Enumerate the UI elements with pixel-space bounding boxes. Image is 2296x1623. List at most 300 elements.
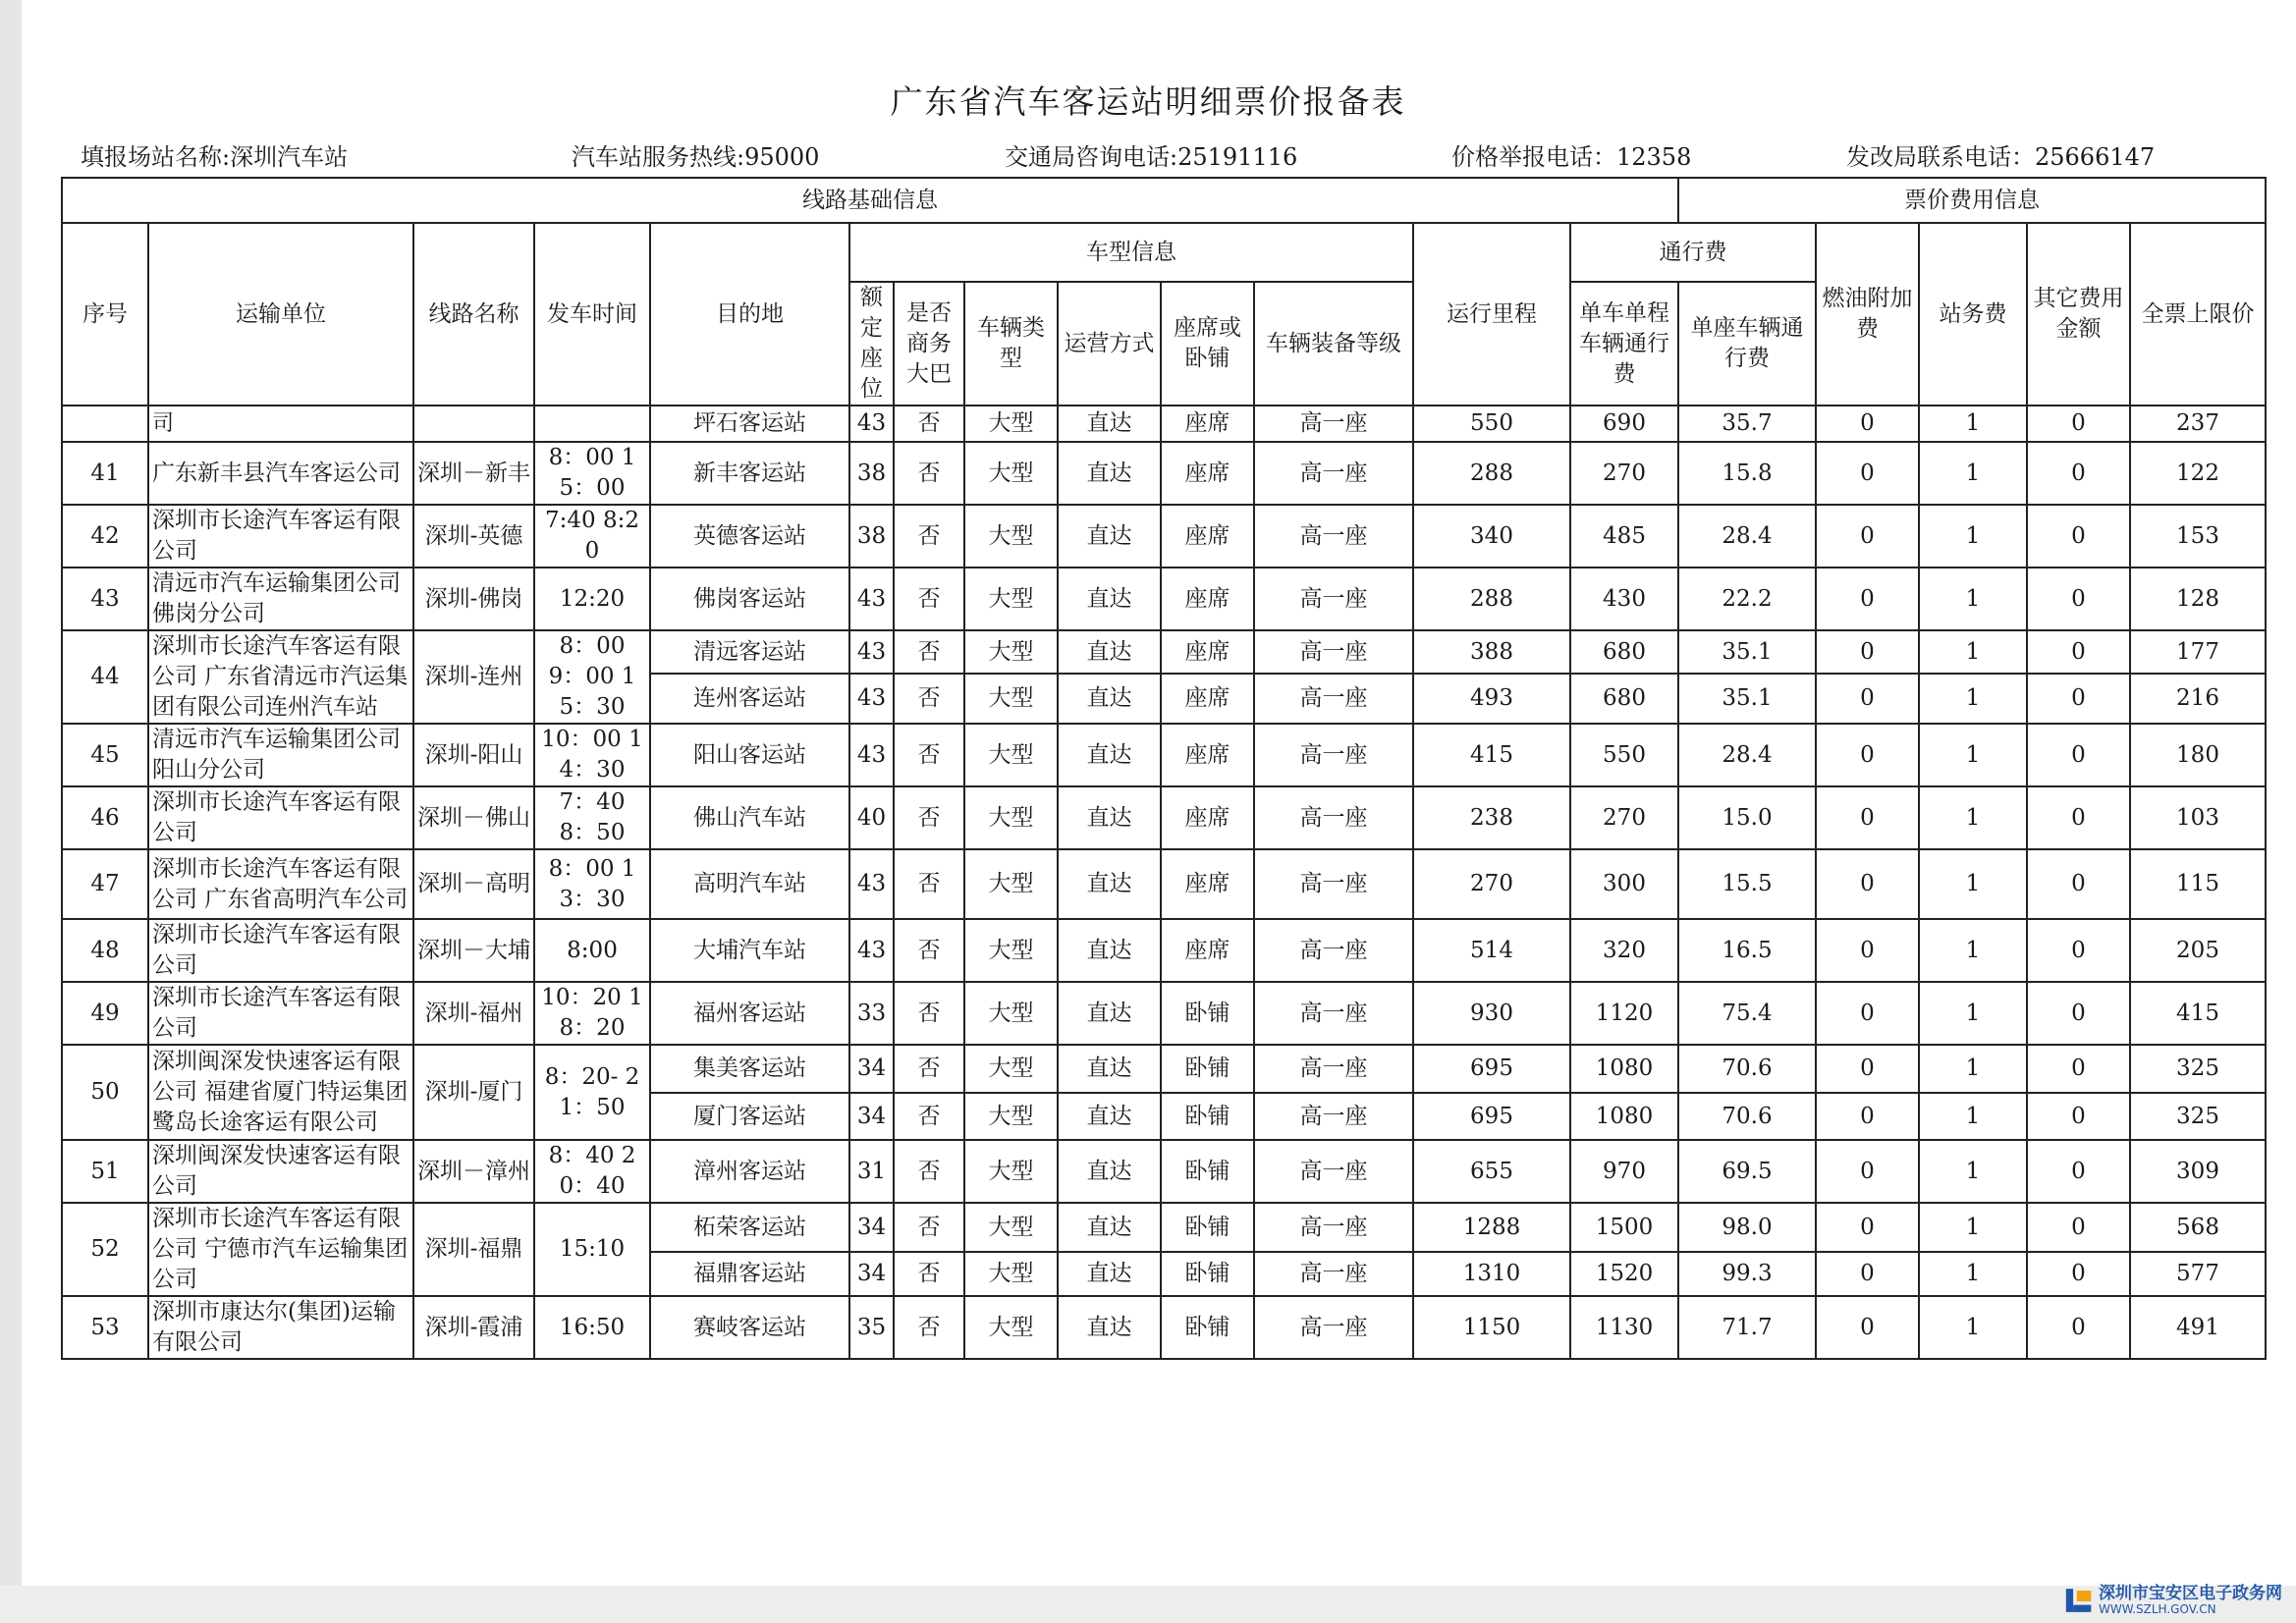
toll-vehicle-cell: 550 <box>1570 724 1678 786</box>
carrier-cell: 深圳闽深发快速客运有限公司 <box>148 1140 413 1203</box>
seq-cell: 41 <box>62 442 148 505</box>
max-price-cell: 237 <box>2130 406 2266 442</box>
route-cell: 深圳-佛岗 <box>413 568 534 630</box>
toll-seat-cell: 15.5 <box>1678 849 1816 919</box>
seat-kind-cell: 座席 <box>1161 505 1254 568</box>
destination-cell: 厦门客运站 <box>650 1093 849 1140</box>
max-price-cell: 122 <box>2130 442 2266 505</box>
table-row <box>62 442 2266 505</box>
vehicle-info-header: 车型信息 <box>849 223 1413 282</box>
seats-cell: 43 <box>849 568 894 630</box>
max-price-cell: 103 <box>2130 786 2266 849</box>
equipment-grade-cell: 高一座 <box>1254 630 1413 674</box>
max-price-cell: 577 <box>2130 1252 2266 1296</box>
fuel-surcharge-cell: 0 <box>1816 442 1919 505</box>
fuel-surcharge-cell: 0 <box>1816 724 1919 786</box>
other-fee-cell: 0 <box>2027 406 2130 442</box>
operation-mode-cell: 直达 <box>1058 1140 1161 1203</box>
carrier-cell: 深圳市长途汽车客运有限公司 宁德市汽车运输集团公司 <box>148 1203 413 1296</box>
business-bus-cell: 否 <box>894 919 964 982</box>
mileage-cell: 415 <box>1413 724 1570 786</box>
station-fee-cell: 1 <box>1919 786 2027 849</box>
destination-cell: 大埔汽车站 <box>650 919 849 982</box>
carrier-cell: 清远市汽车运输集团公司佛岗分公司 <box>148 568 413 630</box>
seq-cell: 47 <box>62 849 148 919</box>
station-fee-cell: 1 <box>1919 919 2027 982</box>
equipment-grade-cell: 高一座 <box>1254 1093 1413 1140</box>
seat-kind-cell: 卧铺 <box>1161 1140 1254 1203</box>
other-fee-cell: 0 <box>2027 568 2130 630</box>
toll-vehicle-cell: 485 <box>1570 505 1678 568</box>
depart-time-cell <box>534 406 650 442</box>
operation-mode-cell: 直达 <box>1058 1252 1161 1296</box>
mileage-cell: 388 <box>1413 630 1570 674</box>
fuel-surcharge-cell: 0 <box>1816 849 1919 919</box>
transport-phone: 交通局咨询电话:25191116 <box>1005 143 1298 171</box>
carrier-header: 运输单位 <box>148 223 413 406</box>
destination-cell: 清远客运站 <box>650 630 849 674</box>
seats-cell: 35 <box>849 1296 894 1359</box>
watermark <box>2064 1583 2282 1618</box>
operation-mode-cell: 直达 <box>1058 442 1161 505</box>
max-price-cell: 115 <box>2130 849 2266 919</box>
seats-cell: 31 <box>849 1140 894 1203</box>
seat-kind-cell: 座席 <box>1161 674 1254 724</box>
depart-time-cell: 12:20 <box>534 568 650 630</box>
toll-seat-cell: 71.7 <box>1678 1296 1816 1359</box>
mileage-cell: 1288 <box>1413 1203 1570 1252</box>
other-fee-cell: 0 <box>2027 1296 2130 1359</box>
seat-kind-cell: 卧铺 <box>1161 1045 1254 1093</box>
max-price-cell: 128 <box>2130 568 2266 630</box>
route-cell: 深圳-福鼎 <box>413 1203 534 1296</box>
operation-mode-cell: 直达 <box>1058 724 1161 786</box>
depart-time-cell: 15:10 <box>534 1203 650 1296</box>
table-row <box>62 724 2266 786</box>
depart-time-cell: 10：00 14：30 <box>534 724 650 786</box>
carrier-cell: 深圳市长途汽车客运有限公司 <box>148 505 413 568</box>
seat-kind-cell: 座席 <box>1161 849 1254 919</box>
mileage-cell: 655 <box>1413 1140 1570 1203</box>
vehicle-type-cell: 大型 <box>964 1093 1058 1140</box>
vehicle-type-cell: 大型 <box>964 568 1058 630</box>
depart-time-cell: 7:40 8:20 <box>534 505 650 568</box>
equipment-grade-cell: 高一座 <box>1254 982 1413 1045</box>
operation-mode-cell: 直达 <box>1058 568 1161 630</box>
fuel-surcharge-cell: 0 <box>1816 1296 1919 1359</box>
toll-seat-cell: 35.1 <box>1678 674 1816 724</box>
operation-mode-cell: 直达 <box>1058 982 1161 1045</box>
vehicle-type-cell: 大型 <box>964 674 1058 724</box>
destination-cell: 漳州客运站 <box>650 1140 849 1203</box>
seats-cell: 43 <box>849 406 894 442</box>
operation-mode-cell: 直达 <box>1058 1203 1161 1252</box>
seats-cell: 43 <box>849 724 894 786</box>
toll-vehicle-cell: 1080 <box>1570 1045 1678 1093</box>
fuel-surcharge-cell: 0 <box>1816 919 1919 982</box>
equipment-grade-cell: 高一座 <box>1254 1296 1413 1359</box>
route-cell: 深圳-霞浦 <box>413 1296 534 1359</box>
other-fee-header: 其它费用金额 <box>2027 223 2130 406</box>
scan-edge <box>0 0 22 1623</box>
toll-seat-cell: 28.4 <box>1678 724 1816 786</box>
toll-header: 通行费 <box>1570 223 1816 282</box>
toll-vehicle-cell: 320 <box>1570 919 1678 982</box>
other-fee-cell: 0 <box>2027 1093 2130 1140</box>
fare-table <box>61 177 2267 1360</box>
seats-cell: 38 <box>849 442 894 505</box>
business-bus-cell: 否 <box>894 630 964 674</box>
fuel-surcharge-cell: 0 <box>1816 1203 1919 1252</box>
operation-mode-cell: 直达 <box>1058 849 1161 919</box>
business-bus-cell: 否 <box>894 786 964 849</box>
equipment-grade-cell: 高一座 <box>1254 406 1413 442</box>
depart-time-cell: 8：00 13：30 <box>534 849 650 919</box>
seats-cell: 43 <box>849 849 894 919</box>
mileage-cell: 493 <box>1413 674 1570 724</box>
route-cell: 深圳-福州 <box>413 982 534 1045</box>
mileage-cell: 930 <box>1413 982 1570 1045</box>
table-row <box>62 982 2266 1045</box>
station-fee-cell: 1 <box>1919 1093 2027 1140</box>
depart-time-cell: 8：40 20：40 <box>534 1140 650 1203</box>
grade-header: 车辆装备等级 <box>1254 282 1413 406</box>
table-row <box>62 1296 2266 1359</box>
government-logo-icon <box>2064 1584 2095 1617</box>
toll-vehicle-cell: 1520 <box>1570 1252 1678 1296</box>
station-fee-cell: 1 <box>1919 1296 2027 1359</box>
station-fee-cell: 1 <box>1919 1140 2027 1203</box>
station-fee-cell: 1 <box>1919 674 2027 724</box>
toll-vehicle-cell: 1120 <box>1570 982 1678 1045</box>
station-fee-cell: 1 <box>1919 568 2027 630</box>
route-cell <box>413 406 534 442</box>
table-row <box>62 568 2266 630</box>
business-bus-cell: 否 <box>894 724 964 786</box>
route-cell: 深圳-厦门 <box>413 1045 534 1140</box>
seat-kind-cell: 卧铺 <box>1161 1296 1254 1359</box>
route-cell: 深圳－大埔 <box>413 919 534 982</box>
max-price-cell: 491 <box>2130 1296 2266 1359</box>
equipment-grade-cell: 高一座 <box>1254 1140 1413 1203</box>
max-price-cell: 177 <box>2130 630 2266 674</box>
station-fee-header: 站务费 <box>1919 223 2027 406</box>
carrier-cell: 深圳闽深发快速客运有限公司 福建省厦门特运集团鹭岛长途客运有限公司 <box>148 1045 413 1140</box>
seq-cell: 52 <box>62 1203 148 1296</box>
station-name: 填报场站名称:深圳汽车站 <box>81 143 349 171</box>
table-row <box>62 1045 2266 1093</box>
seat-kind-cell: 卧铺 <box>1161 1093 1254 1140</box>
mileage-header: 运行里程 <box>1413 223 1570 406</box>
route-cell: 深圳－佛山 <box>413 786 534 849</box>
fuel-surcharge-cell: 0 <box>1816 568 1919 630</box>
station-hotline: 汽车站服务热线:95000 <box>572 143 820 171</box>
business-bus-cell: 否 <box>894 1093 964 1140</box>
vehicle-type-cell: 大型 <box>964 786 1058 849</box>
destination-cell: 福鼎客运站 <box>650 1252 849 1296</box>
seq-cell: 49 <box>62 982 148 1045</box>
seq-header: 序号 <box>62 223 148 406</box>
seat-kind-cell: 卧铺 <box>1161 1252 1254 1296</box>
carrier-cell: 司 <box>148 406 413 442</box>
route-cell: 深圳-英德 <box>413 505 534 568</box>
table-row <box>62 786 2266 849</box>
seq-cell: 44 <box>62 630 148 724</box>
ndrc-phone: 发改局联系电话：25666147 <box>1846 143 2156 171</box>
toll-seat-header: 单座车辆通行费 <box>1678 282 1816 406</box>
toll-vehicle-cell: 1080 <box>1570 1093 1678 1140</box>
table-row <box>62 1140 2266 1203</box>
max-price-cell: 415 <box>2130 982 2266 1045</box>
mileage-cell: 238 <box>1413 786 1570 849</box>
fuel-header: 燃油附加费 <box>1816 223 1919 406</box>
depart-time-cell: 10：20 18：20 <box>534 982 650 1045</box>
toll-vehicle-cell: 270 <box>1570 442 1678 505</box>
station-fee-cell: 1 <box>1919 505 2027 568</box>
destination-cell: 坪石客运站 <box>650 406 849 442</box>
seq-cell: 46 <box>62 786 148 849</box>
max-price-cell: 309 <box>2130 1140 2266 1203</box>
page-title: 广东省汽车客运站明细票价报备表 <box>890 82 1406 121</box>
toll-vehicle-cell: 430 <box>1570 568 1678 630</box>
equipment-grade-cell: 高一座 <box>1254 786 1413 849</box>
seats-header: 额定座位 <box>849 282 894 406</box>
toll-vehicle-cell: 680 <box>1570 674 1678 724</box>
depart-header: 发车时间 <box>534 223 650 406</box>
other-fee-cell: 0 <box>2027 1140 2130 1203</box>
equipment-grade-cell: 高一座 <box>1254 724 1413 786</box>
fuel-surcharge-cell: 0 <box>1816 1045 1919 1093</box>
operation-mode-cell: 直达 <box>1058 406 1161 442</box>
toll-seat-cell: 35.7 <box>1678 406 1816 442</box>
depart-time-cell: 8：00 9：00 15：30 <box>534 630 650 724</box>
toll-seat-cell: 28.4 <box>1678 505 1816 568</box>
seats-cell: 40 <box>849 786 894 849</box>
fuel-surcharge-cell: 0 <box>1816 1093 1919 1140</box>
mileage-cell: 695 <box>1413 1093 1570 1140</box>
other-fee-cell: 0 <box>2027 919 2130 982</box>
vehicle-type-cell: 大型 <box>964 1045 1058 1093</box>
seats-cell: 34 <box>849 1045 894 1093</box>
price-report-phone: 价格举报电话：12358 <box>1451 143 1692 171</box>
destination-cell: 新丰客运站 <box>650 442 849 505</box>
vehicle-type-cell: 大型 <box>964 442 1058 505</box>
seats-cell: 34 <box>849 1093 894 1140</box>
other-fee-cell: 0 <box>2027 724 2130 786</box>
dest-header: 目的地 <box>650 223 849 406</box>
toll-seat-cell: 15.8 <box>1678 442 1816 505</box>
seat-kind-cell: 卧铺 <box>1161 1203 1254 1252</box>
toll-seat-cell: 70.6 <box>1678 1093 1816 1140</box>
mileage-cell: 695 <box>1413 1045 1570 1093</box>
equipment-grade-cell: 高一座 <box>1254 568 1413 630</box>
station-fee-cell: 1 <box>1919 724 2027 786</box>
scan-edge-bottom <box>0 1586 2296 1623</box>
equipment-grade-cell: 高一座 <box>1254 849 1413 919</box>
toll-seat-cell: 69.5 <box>1678 1140 1816 1203</box>
seq-cell: 48 <box>62 919 148 982</box>
vehicle-type-cell: 大型 <box>964 849 1058 919</box>
mileage-cell: 514 <box>1413 919 1570 982</box>
route-cell: 深圳－高明 <box>413 849 534 919</box>
vehicle-type-cell: 大型 <box>964 505 1058 568</box>
toll-seat-cell: 22.2 <box>1678 568 1816 630</box>
fuel-surcharge-cell: 0 <box>1816 505 1919 568</box>
seat-kind-cell: 座席 <box>1161 919 1254 982</box>
destination-cell: 佛山汽车站 <box>650 786 849 849</box>
fuel-surcharge-cell: 0 <box>1816 630 1919 674</box>
table-row <box>62 1203 2266 1252</box>
mileage-cell: 288 <box>1413 442 1570 505</box>
fuel-surcharge-cell: 0 <box>1816 406 1919 442</box>
table-row <box>62 919 2266 982</box>
other-fee-cell: 0 <box>2027 442 2130 505</box>
max-price-cell: 153 <box>2130 505 2266 568</box>
toll-seat-cell: 16.5 <box>1678 919 1816 982</box>
watermark-title: 深圳市宝安区电子政务网 <box>2099 1584 2282 1603</box>
station-fee-cell: 1 <box>1919 442 2027 505</box>
carrier-cell: 深圳市长途汽车客运有限公司 <box>148 982 413 1045</box>
carrier-cell: 清远市汽车运输集团公司阳山分公司 <box>148 724 413 786</box>
vehicle-type-cell: 大型 <box>964 630 1058 674</box>
table-row <box>62 849 2266 919</box>
operation-mode-cell: 直达 <box>1058 630 1161 674</box>
operation-mode-cell: 直达 <box>1058 505 1161 568</box>
vehicle-type-cell: 大型 <box>964 724 1058 786</box>
business-bus-cell: 否 <box>894 1045 964 1093</box>
watermark-url: WWW.SZLH.GOV.CN <box>2099 1602 2216 1616</box>
vehicle-type-cell: 大型 <box>964 1252 1058 1296</box>
max-price-cell: 325 <box>2130 1093 2266 1140</box>
toll-vehicle-header: 单车单程车辆通行费 <box>1570 282 1678 406</box>
table-row <box>62 505 2266 568</box>
vehicle-type-cell: 大型 <box>964 919 1058 982</box>
equipment-grade-cell: 高一座 <box>1254 1203 1413 1252</box>
destination-cell: 高明汽车站 <box>650 849 849 919</box>
business-bus-cell: 否 <box>894 406 964 442</box>
toll-seat-cell: 15.0 <box>1678 786 1816 849</box>
station-fee-cell: 1 <box>1919 1252 2027 1296</box>
station-fee-cell: 1 <box>1919 1045 2027 1093</box>
business-bus-cell: 否 <box>894 505 964 568</box>
seat-kind-cell: 座席 <box>1161 630 1254 674</box>
destination-cell: 英德客运站 <box>650 505 849 568</box>
equipment-grade-cell: 高一座 <box>1254 1252 1413 1296</box>
carrier-cell: 深圳市长途汽车客运有限公司 广东省清远市汽运集团有限公司连州汽车站 <box>148 630 413 724</box>
seats-cell: 34 <box>849 1252 894 1296</box>
destination-cell: 柘荣客运站 <box>650 1203 849 1252</box>
toll-seat-cell: 75.4 <box>1678 982 1816 1045</box>
business-bus-cell: 否 <box>894 1140 964 1203</box>
seq-cell: 42 <box>62 505 148 568</box>
other-fee-cell: 0 <box>2027 849 2130 919</box>
depart-time-cell: 8:00 <box>534 919 650 982</box>
fuel-surcharge-cell: 0 <box>1816 1252 1919 1296</box>
fuel-surcharge-cell: 0 <box>1816 786 1919 849</box>
other-fee-cell: 0 <box>2027 1252 2130 1296</box>
carrier-cell: 广东新丰县汽车客运公司 <box>148 442 413 505</box>
carrier-cell: 深圳市康达尔(集团)运输有限公司 <box>148 1296 413 1359</box>
mileage-cell: 1150 <box>1413 1296 1570 1359</box>
depart-time-cell: 8：20- 21：50 <box>534 1045 650 1140</box>
toll-vehicle-cell: 270 <box>1570 786 1678 849</box>
business-bus-cell: 否 <box>894 674 964 724</box>
max-price-cell: 325 <box>2130 1045 2266 1093</box>
other-fee-cell: 0 <box>2027 1203 2130 1252</box>
route-header: 线路名称 <box>413 223 534 406</box>
vtype-header: 车辆类型 <box>964 282 1058 406</box>
vehicle-type-cell: 大型 <box>964 982 1058 1045</box>
toll-seat-cell: 99.3 <box>1678 1252 1816 1296</box>
other-fee-cell: 0 <box>2027 630 2130 674</box>
mileage-cell: 550 <box>1413 406 1570 442</box>
route-cell: 深圳－新丰 <box>413 442 534 505</box>
carrier-cell: 深圳市长途汽车客运有限公司 <box>148 786 413 849</box>
station-fee-cell: 1 <box>1919 630 2027 674</box>
toll-seat-cell: 98.0 <box>1678 1203 1816 1252</box>
max-price-header: 全票上限价 <box>2130 223 2266 406</box>
business-header: 是否商务大巴 <box>894 282 964 406</box>
fuel-surcharge-cell: 0 <box>1816 1140 1919 1203</box>
toll-vehicle-cell: 970 <box>1570 1140 1678 1203</box>
seats-cell: 43 <box>849 674 894 724</box>
seats-cell: 33 <box>849 982 894 1045</box>
seat-kind-cell: 座席 <box>1161 724 1254 786</box>
business-bus-cell: 否 <box>894 1203 964 1252</box>
route-cell: 深圳-阳山 <box>413 724 534 786</box>
equipment-grade-cell: 高一座 <box>1254 1045 1413 1093</box>
vehicle-type-cell: 大型 <box>964 1203 1058 1252</box>
equipment-grade-cell: 高一座 <box>1254 674 1413 724</box>
vehicle-type-cell: 大型 <box>964 1140 1058 1203</box>
destination-cell: 赛岐客运站 <box>650 1296 849 1359</box>
seats-cell: 38 <box>849 505 894 568</box>
destination-cell: 连州客运站 <box>650 674 849 724</box>
table-row <box>62 630 2266 674</box>
seats-cell: 34 <box>849 1203 894 1252</box>
mileage-cell: 270 <box>1413 849 1570 919</box>
toll-seat-cell: 70.6 <box>1678 1045 1816 1093</box>
operation-mode-cell: 直达 <box>1058 1296 1161 1359</box>
business-bus-cell: 否 <box>894 568 964 630</box>
seat-kind-cell: 座席 <box>1161 406 1254 442</box>
max-price-cell: 180 <box>2130 724 2266 786</box>
toll-seat-cell: 35.1 <box>1678 630 1816 674</box>
station-fee-cell: 1 <box>1919 982 2027 1045</box>
toll-vehicle-cell: 1500 <box>1570 1203 1678 1252</box>
seat-kind-cell: 座席 <box>1161 786 1254 849</box>
seat-kind-cell: 卧铺 <box>1161 982 1254 1045</box>
other-fee-cell: 0 <box>2027 674 2130 724</box>
other-fee-cell: 0 <box>2027 786 2130 849</box>
vehicle-type-cell: 大型 <box>964 1296 1058 1359</box>
toll-vehicle-cell: 690 <box>1570 406 1678 442</box>
other-fee-cell: 0 <box>2027 505 2130 568</box>
business-bus-cell: 否 <box>894 982 964 1045</box>
seq-cell: 45 <box>62 724 148 786</box>
carrier-cell: 深圳市长途汽车客运有限公司 广东省高明汽车公司 <box>148 849 413 919</box>
other-fee-cell: 0 <box>2027 1045 2130 1093</box>
toll-vehicle-cell: 680 <box>1570 630 1678 674</box>
seq-cell <box>62 406 148 442</box>
operation-mode-cell: 直达 <box>1058 786 1161 849</box>
operation-mode-cell: 直达 <box>1058 674 1161 724</box>
seq-cell: 43 <box>62 568 148 630</box>
operation-mode-cell: 直达 <box>1058 919 1161 982</box>
vehicle-type-cell: 大型 <box>964 406 1058 442</box>
station-fee-cell: 1 <box>1919 406 2027 442</box>
fuel-surcharge-cell: 0 <box>1816 674 1919 724</box>
